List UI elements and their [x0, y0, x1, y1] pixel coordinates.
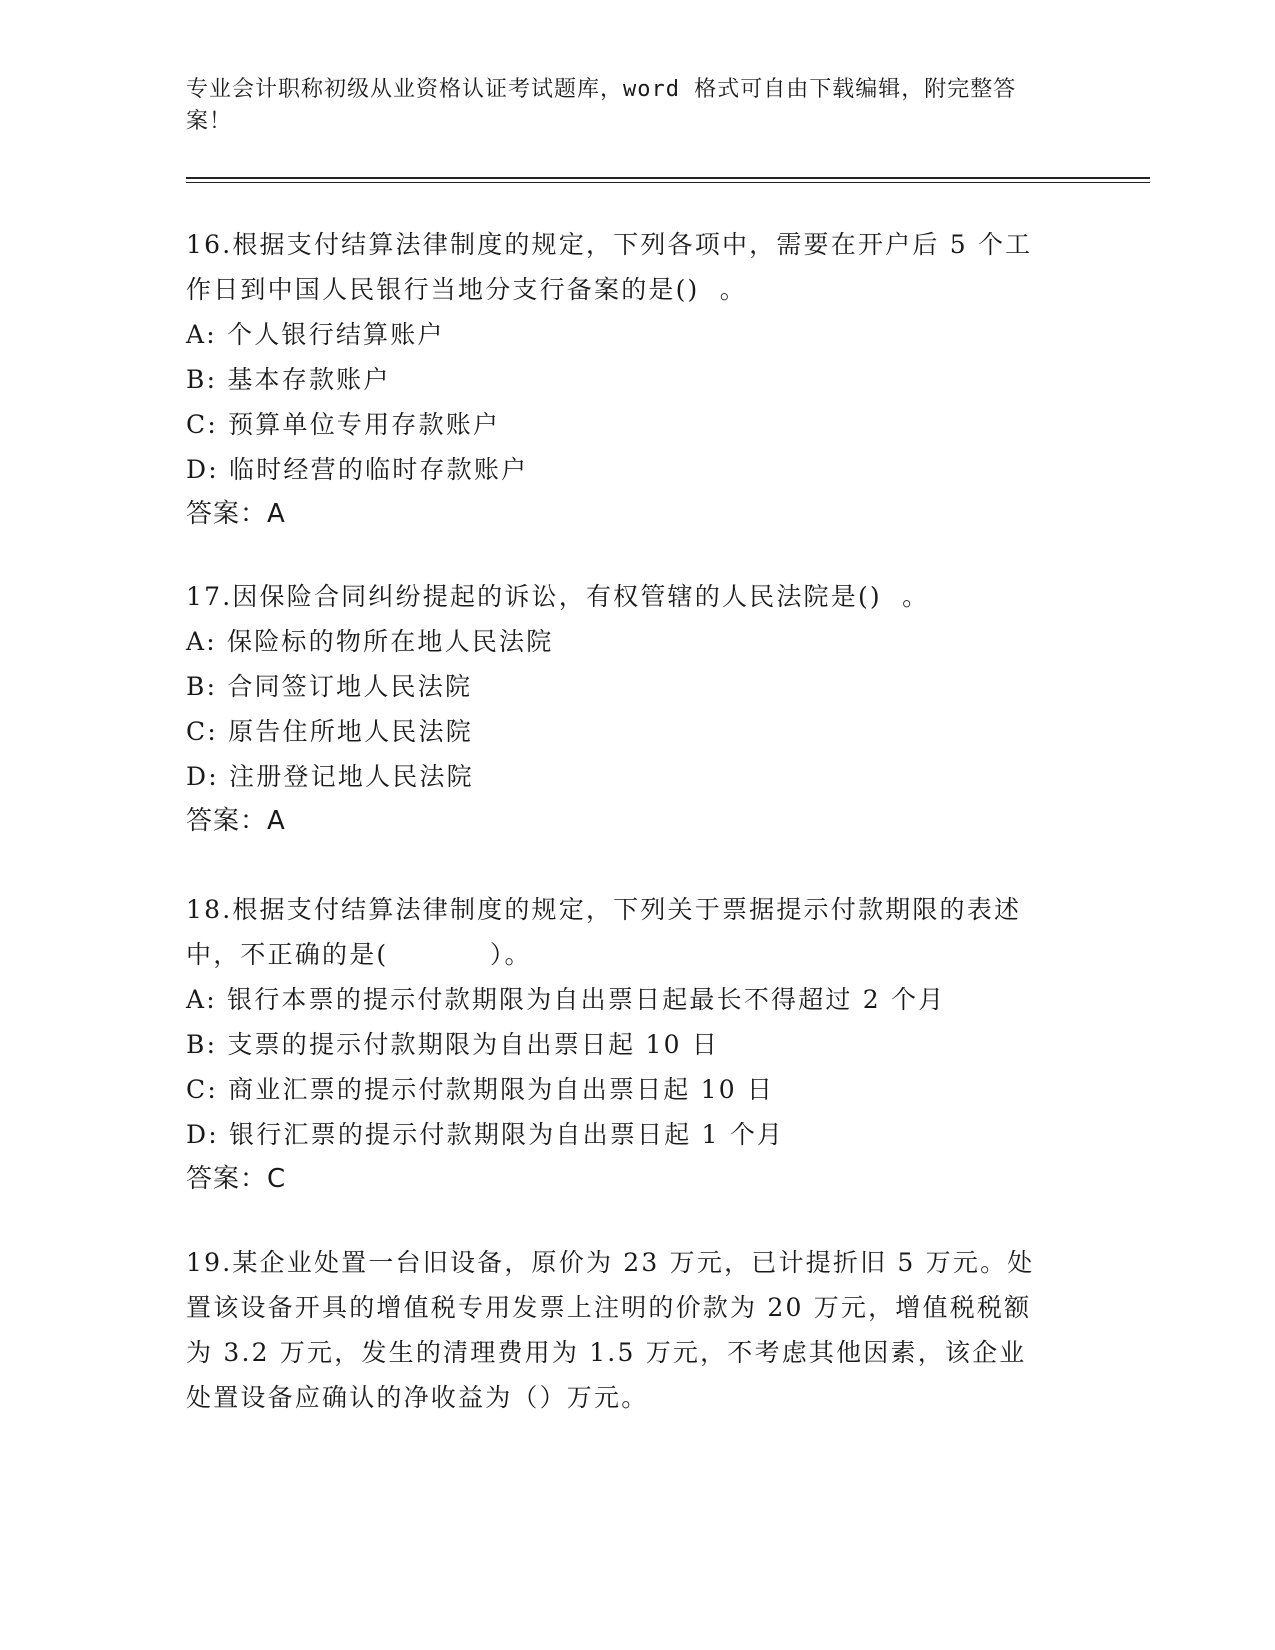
- header-line-2: 案！: [186, 109, 233, 134]
- option-d: D: 注册登记地人民法院: [186, 762, 474, 791]
- question-19: [186, 1240, 1086, 1420]
- question-stem: 17.因保险合同纠纷提起的诉讼，有权管辖的人民法院是() 。: [186, 582, 930, 611]
- option-b: B: 支票的提示付款期限为自出票日起 10 日: [186, 1030, 720, 1059]
- question-stem: 16.根据支付结算法律制度的规定，下列各项中，需要在开户后 5 个工: [186, 230, 1033, 259]
- question-stem: 18.根据支付结算法律制度的规定，下列关于票据提示付款期限的表述: [186, 895, 1022, 924]
- option-d: D: 临时经营的临时存款账户: [186, 455, 529, 484]
- option-c: C: 原告住所地人民法院: [186, 717, 473, 746]
- header-line-1: 专业会计职称初级从业资格认证考试题库，word 格式可自由下载编辑，附完整答: [186, 77, 1017, 102]
- option-c: C: 商业汇票的提示付款期限为自出票日起 10 日: [186, 1075, 775, 1104]
- header-divider-thin: [186, 182, 1150, 183]
- question-stem: 置该设备开具的增值税专用发票上注明的价款为 20 万元，增值税税额: [186, 1293, 1032, 1322]
- answer-label: 答案：A: [186, 806, 286, 836]
- option-b: B: 合同签订地人民法院: [186, 672, 473, 701]
- option-a: A: 银行本票的提示付款期限为自出票日起最长不得超过 2 个月: [186, 985, 946, 1014]
- question-17: [186, 574, 1086, 844]
- question-16: [186, 222, 1086, 537]
- question-stem: 为 3.2 万元，发生的清理费用为 1.5 万元，不考虑其他因素，该企业: [186, 1338, 1027, 1367]
- question-stem: 作日到中国人民银行当地分支行备案的是() 。: [186, 275, 748, 304]
- option-d: D: 银行汇票的提示付款期限为自出票日起 1 个月: [186, 1120, 785, 1149]
- option-a: A: 个人银行结算账户: [186, 320, 445, 349]
- header-divider: [186, 177, 1150, 179]
- question-18: [186, 887, 1086, 1202]
- option-c: C: 预算单位专用存款账户: [186, 410, 501, 439]
- document-header: [186, 74, 1066, 138]
- question-stem: 处置设备应确认的净收益为（）万元。: [186, 1383, 649, 1412]
- answer-label: 答案：A: [186, 499, 286, 529]
- question-stem: 中，不正确的是( ）。: [186, 940, 532, 969]
- answer-label: 答案：C: [186, 1164, 287, 1194]
- option-b: B: 基本存款账户: [186, 365, 391, 394]
- question-stem: 19.某企业处置一台旧设备，原价为 23 万元，已计提折旧 5 万元。处: [186, 1248, 1035, 1277]
- option-a: A: 保险标的物所在地人民法院: [186, 627, 554, 656]
